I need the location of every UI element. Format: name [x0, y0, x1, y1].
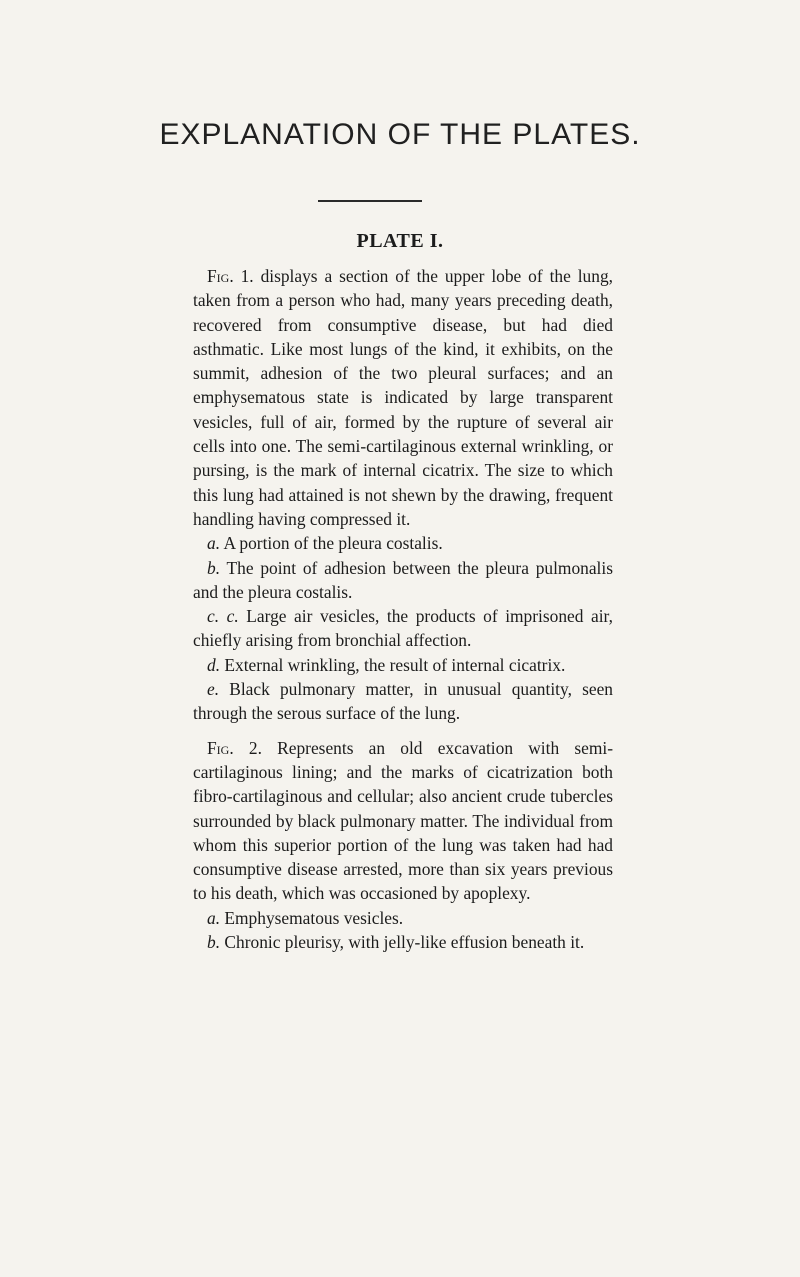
fig-2-text: Represents an old excavation with semi-cartilaginous lining; and the marks of cicatrization both fibro-cartilaginous and cellular; also ancient crude tubercles surrounded by black pulmonary matter. The individual from whom this superior portion of the lung was taken had had consumptive disease arrested, more than six years previous to his death, which was occasioned by apoplexy.	[193, 737, 613, 904]
item-text: Emphysematous vesicles.	[224, 907, 404, 928]
fig-1-label: Fig. 1.	[207, 266, 254, 286]
item-ref: b.	[207, 557, 221, 578]
fig-1-item-c	[193, 604, 613, 653]
plate-title: PLATE I.	[356, 230, 444, 252]
item-ref: e.	[207, 679, 220, 700]
fig-1-paragraph	[193, 264, 613, 531]
page-heading: EXPLANATION OF THE PLATES.	[159, 118, 641, 151]
item-text: Black pulmonary matter, in unusual quantity, seen through the serous surface of the lung.	[193, 679, 613, 724]
fig-1-item-d	[193, 653, 613, 677]
item-text: The point of adhesion between the pleura pulmonalis and the pleura costalis.	[193, 557, 613, 602]
item-ref: a.	[207, 533, 221, 554]
fig-1-text: displays a section of the upper lobe of the lung, taken from a person who had, many years preceding death, recovered from consumptive disease, but had died asthmatic. Like most lungs of the kind, it exhibits, on the summit, adhesion of the two pleural surfaces; and an emphysematous state is indicated by large transparent vesicles, full of air, formed by the rupture of several air cells into one. The semi-cartilaginous external wrinkling, or pursing, is the mark of internal cicatrix. The size to which this lung had attained is not shewn by the drawing, frequent handling having compressed it.	[193, 266, 613, 529]
fig-2-label: Fig. 2.	[207, 737, 262, 758]
fig-2-item-b	[193, 930, 613, 954]
plate-body	[193, 264, 613, 954]
fig-1-item-b	[193, 556, 613, 605]
item-ref: b.	[207, 932, 221, 953]
item-text: Large air vesicles, the products of imprisoned air, chiefly arising from bronchial affection.	[193, 606, 613, 651]
fig-1-item-a	[193, 531, 613, 555]
fig-2-item-a	[193, 906, 613, 930]
divider-rule	[318, 200, 422, 202]
item-text: A portion of the pleura costalis.	[223, 533, 443, 554]
item-ref: c. c.	[207, 606, 239, 627]
item-text: Chronic pleurisy, with jelly-like effusion beneath it.	[224, 932, 585, 953]
item-ref: a.	[207, 907, 221, 928]
item-ref: d.	[207, 654, 221, 675]
item-text: External wrinkling, the result of internal cicatrix.	[224, 654, 566, 675]
fig-1-item-e	[193, 677, 613, 726]
fig-2-paragraph	[193, 736, 613, 906]
